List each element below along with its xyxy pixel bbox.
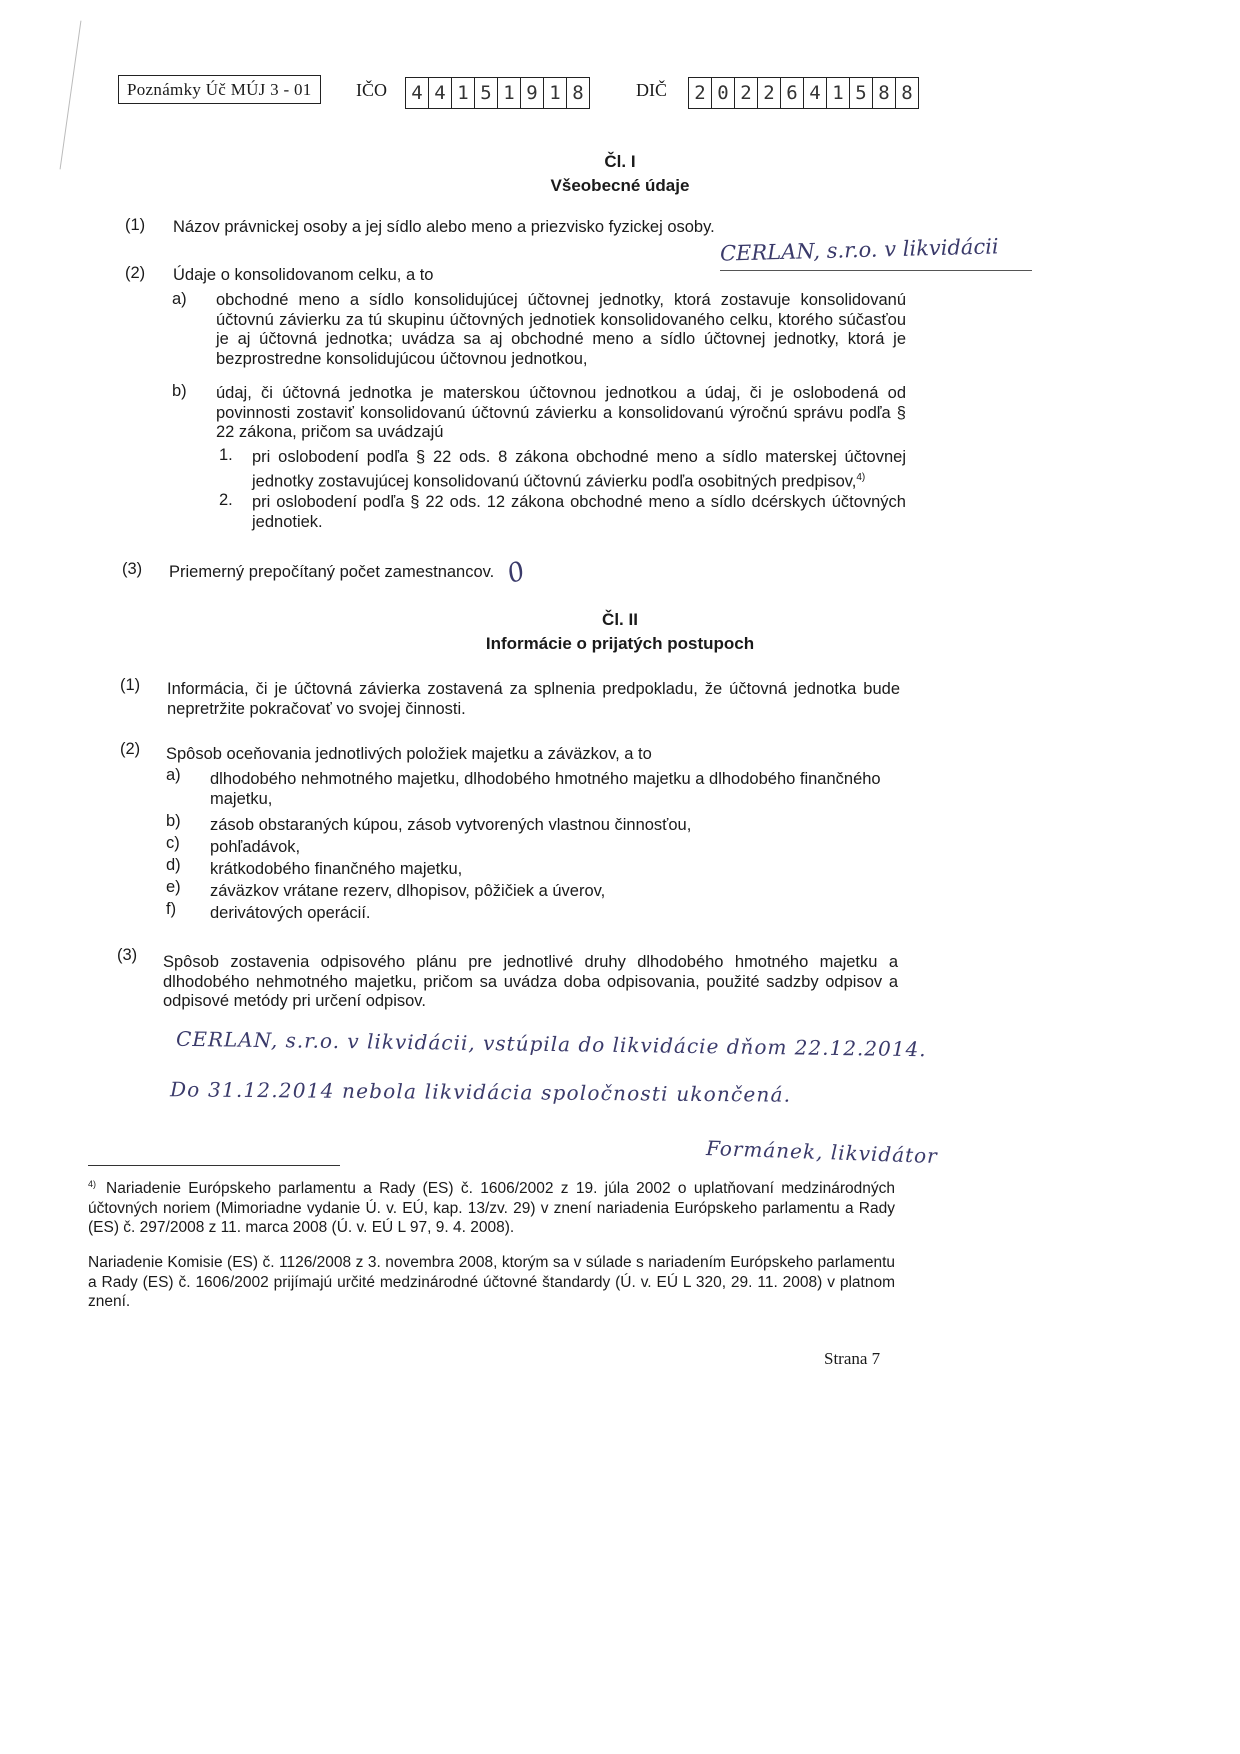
handwritten-signature: Formánek, likvidátor <box>705 1135 939 1169</box>
section-1-title: Všeobecné údaje <box>550 176 690 195</box>
para-text: Informácia, či je účtovná závierka zostavená za splnenia predpokladu, že účtovná jednotka bude nepretržite pokračovať vo svojej činnosti. <box>167 680 900 718</box>
handwritten-liquidation-note-1: CERLAN, s.r.o. v likvidácii, vstúpila do likvidácie dňom 22.12.2014. <box>175 1026 927 1062</box>
dic-digit: 6 <box>781 78 804 108</box>
item-text: derivátových operácií. <box>210 904 371 922</box>
subitem-label: 1. <box>219 446 233 464</box>
para-number: (1) <box>120 676 141 694</box>
item-label: c) <box>166 834 180 852</box>
ico-digit: 1 <box>498 78 521 108</box>
item-text: obchodné meno a sídlo konsolidujúcej účtovnej jednotky, ktorá zostavuje konsolidovanú účtovnú závierku za tú skupinu účtovných jednotiek konsolidovaného celku, ktorého súčasťou je aj účtovná jednotka; uvádza sa aj obchodné meno a sídlo účtovnej jednotky, ktorá je bezprostredne konsolidujúcou účtovnou jednotkou, <box>216 291 906 368</box>
para-number: (3) <box>122 560 143 578</box>
dic-digit-boxes <box>688 77 919 109</box>
scan-edge-line <box>60 21 82 170</box>
item-label: f) <box>166 900 177 918</box>
dic-digit: 5 <box>850 78 873 108</box>
ico-digit-boxes <box>405 77 590 109</box>
para-number: (3) <box>117 946 138 964</box>
item-text: pohľadávok, <box>210 838 301 856</box>
dic-digit: 8 <box>901 82 913 104</box>
item-text: krátkodobého finančného majetku, <box>210 860 463 878</box>
para-number: (1) <box>125 216 146 234</box>
item-label: b) <box>166 812 181 830</box>
item-label: a) <box>166 766 181 784</box>
ico-digit: 4 <box>406 78 429 108</box>
item-label: a) <box>172 290 187 308</box>
item-text: údaj, či účtovná jednotka je materskou účtovnou jednotkou a údaj, či je oslobodená od povinnosti zostaviť konsolidovanú účtovnú závierku a konsolidovanú výročnú správu podľa § 22 zákona, pričom sa uvádzajú <box>216 384 906 441</box>
subitem-text: pri oslobodení podľa § 22 ods. 12 zákona obchodné meno a sídlo dcérskych účtovných jednotiek. <box>252 493 906 531</box>
item-text: dlhodobého nehmotného majetku, dlhodobého hmotného majetku a dlhodobého finančného majetku, <box>210 770 881 808</box>
document-code: Poznámky Úč MÚJ 3 - 01 <box>118 75 321 104</box>
para-text: Priemerný prepočítaný počet zamestnancov. <box>169 563 495 581</box>
para-text: Spôsob oceňovania jednotlivých položiek majetku a záväzkov, a to <box>166 745 652 763</box>
para-text: Spôsob zostavenia odpisového plánu pre jednotlivé druhy dlhodobého hmotného majetku a dlhodobého nehmotného majetku, pričom sa uvádza doba odpisovania, použité sadzby odpisov a odpisové metódy pri určení odpisov. <box>163 953 898 1010</box>
ico-digit: 9 <box>521 78 544 108</box>
ico-digit: 1 <box>452 78 475 108</box>
para-number: (2) <box>120 740 141 758</box>
dic-label: DIČ <box>636 80 667 100</box>
item-text: záväzkov vrátane rezerv, dlhopisov, pôžičiek a úverov, <box>210 882 606 900</box>
page-number: Strana 7 <box>824 1349 881 1368</box>
dic-digit: 1 <box>827 78 850 108</box>
footnote-2: Nariadenie Komisie (ES) č. 1126/2008 z 3. novembra 2008, ktorým sa v súlade s nariadením Európskeho parlamentu a Rady (ES) č. 1606/2002 prijímajú určité medzinárodné účtovné štandardy (Ú. v. EÚ L 320, 29. 11. 2008) v platnom znení. <box>88 1254 895 1310</box>
dic-digit: 8 <box>873 78 896 108</box>
section-2-title: Informácie o prijatých postupoch <box>485 634 755 653</box>
subitem-text <box>252 448 906 492</box>
para-text: Údaje o konsolidovanom celku, a to <box>173 266 434 284</box>
ico-digit: 1 <box>544 78 567 108</box>
footnote-marker: 4) <box>88 1179 97 1189</box>
dic-digit: 0 <box>712 78 735 108</box>
item-label: d) <box>166 856 181 874</box>
para-number: (2) <box>125 264 146 282</box>
ico-label: IČO <box>356 80 387 100</box>
footnote-separator <box>88 1165 340 1166</box>
footnote-1-text: Nariadenie Európskeho parlamentu a Rady (ES) č. 1606/2002 z 19. júla 2002 o uplatňovaní medzinárodných účtovných noriem (Mimoriadne vydanie Ú. v. EÚ, kap. 13/zv. 29) v znení nariadenia Európskeho parlamentu a Rady (ES) č. 297/2008 z 11. marca 2008 (Ú. v. EÚ L 97, 9. 4. 2008). <box>88 1180 895 1237</box>
ico-digit: 5 <box>475 78 498 108</box>
item-text: zásob obstaraných kúpou, zásob vytvorených vlastnou činnosťou, <box>210 816 692 834</box>
ico-digit: 8 <box>572 82 584 104</box>
handwritten-employee-count: 0 <box>503 556 530 590</box>
item-label: b) <box>172 382 187 400</box>
dic-digit: 2 <box>735 78 758 108</box>
para-text: Názov právnickej osoby a jej sídlo alebo meno a priezvisko fyzickej osoby. <box>173 218 715 236</box>
handwritten-liquidation-note-2: Do 31.12.2014 nebola likvidácia spoločnosti ukončená. <box>169 1077 792 1107</box>
dic-digit: 2 <box>689 78 712 108</box>
ico-digit: 4 <box>429 78 452 108</box>
dic-digit: 4 <box>804 78 827 108</box>
section-1-number: Čl. I <box>604 152 636 171</box>
dic-digit: 2 <box>758 78 781 108</box>
subitem-text-body: pri oslobodení podľa § 22 ods. 8 zákona obchodné meno a sídlo materskej účtovnej jednotky zostavujúcej konsolidovanú účtovnú závierku podľa osobitných predpisov, <box>252 448 906 490</box>
subitem-label: 2. <box>219 491 233 509</box>
handwriting-underline <box>720 270 1032 271</box>
item-label: e) <box>166 878 181 896</box>
handwritten-company-name: CERLAN, s.r.o. v likvidácii <box>719 234 999 266</box>
footnote-1 <box>88 1175 895 1238</box>
section-2-number: Čl. II <box>602 610 638 629</box>
footnote-ref: 4) <box>856 471 866 483</box>
